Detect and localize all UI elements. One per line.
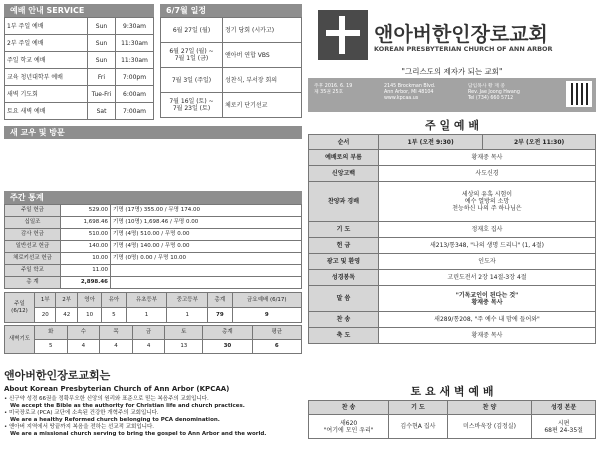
attendance-header: 2부	[56, 293, 77, 308]
worship-item: 성경봉독	[309, 270, 379, 286]
new-members-title: 새 교우 및 방문	[4, 126, 302, 139]
finance-row	[5, 217, 302, 229]
service-schedule-title: 예배 안내 SERVICE	[4, 4, 154, 17]
finance-detail: 기명 (17명) 355.00 / 무명 174.00	[111, 205, 302, 217]
info-volume: 제 35권 25호	[314, 90, 344, 95]
finance-detail: 기명 (4명) 140.00 / 무명 0.00	[111, 241, 302, 253]
info-pastor-en: Rev. Jae Joong Hwang	[468, 90, 520, 95]
sunday-worship-table	[308, 134, 596, 344]
dawn-attendance-table	[4, 325, 302, 354]
worship-item: 신앙고백	[309, 166, 379, 182]
dawn-worship-header: 찬 송	[309, 401, 389, 415]
schedule-event: 앤아버 연합 VBS	[223, 43, 302, 68]
info-website[interactable]: www.kpcaa.us	[384, 96, 419, 101]
attendance-header: 영아	[77, 293, 101, 308]
dawn-worship-title: 토 요 새 벽 예 배	[410, 385, 494, 398]
worship-row	[309, 166, 596, 182]
monthly-schedule-title: 6/7월 일정	[160, 4, 302, 17]
attendance-value: 9	[232, 308, 301, 323]
finance-label: 주일 헌금	[5, 205, 61, 217]
finance-detail	[111, 265, 302, 277]
worship-value: 고린도전서 2장 14절-3장 4절	[379, 270, 596, 286]
service-time: 7:00pm	[116, 69, 154, 86]
finance-row	[5, 229, 302, 241]
worship-item: 말 씀	[309, 286, 379, 312]
dawn-worship-value: 새620 "여기에 모인 우리"	[309, 415, 389, 439]
schedule-row	[161, 93, 302, 118]
right-column	[308, 4, 596, 460]
worship-header: 1부 (오전 9:30)	[379, 135, 483, 150]
finance-row	[5, 205, 302, 217]
church-name: 앤아버한인장로교회	[374, 22, 548, 46]
finance-label: 총 계	[5, 277, 61, 289]
service-row	[5, 103, 154, 120]
worship-row	[309, 328, 596, 344]
worship-item: 기 도	[309, 222, 379, 238]
dawn-attendance-header: 평균	[252, 326, 301, 340]
finance-section	[4, 191, 302, 354]
info-address-1: 2145 Brockman Blvd.	[384, 84, 436, 89]
dawn-worship-header: 기 도	[389, 401, 447, 415]
dawn-attendance-label: 새벽기도	[5, 326, 35, 354]
service-name: 주일 학교 예배	[5, 52, 88, 69]
service-name: 새벽 기도회	[5, 86, 88, 103]
schedule-event: 정기 당회 (시카고)	[223, 18, 302, 43]
finance-amount: 2,898.46	[61, 277, 111, 289]
dawn-attendance-header: 목	[100, 326, 133, 340]
worship-value: 새289/통208, "주 예수 내 맘에 들어와"	[379, 312, 596, 328]
dawn-worship-value: 미스바욱장 (김정실)	[447, 415, 532, 439]
dawn-attendance-value: 4	[67, 340, 100, 354]
schedule-date: 7월 3일 (주일)	[161, 68, 223, 93]
finance-label: 주일 학교	[5, 265, 61, 277]
service-row	[5, 52, 154, 69]
finance-row	[5, 265, 302, 277]
dawn-attendance-value: 30	[203, 340, 252, 354]
worship-row	[309, 286, 596, 312]
attendance-header: 총계	[208, 293, 232, 308]
schedule-row	[161, 68, 302, 93]
qr-code-icon	[566, 81, 592, 107]
worship-value: 세상의 유혹 시험이 예수 열방의 소망 천능하신 나의 주 하나님은	[379, 182, 596, 222]
worship-item: 광고 및 환영	[309, 254, 379, 270]
attendance-value: 1	[126, 308, 167, 323]
service-name: 교육 청년대학부 예배	[5, 69, 88, 86]
finance-label: 십일조	[5, 217, 61, 229]
info-pastor-block	[468, 84, 520, 102]
schedule-date: 7월 16일 (토) ~ 7월 23일 (토)	[161, 93, 223, 118]
dawn-attendance-header: 총계	[203, 326, 252, 340]
about-subtitle: About Korean Presbyterian Church of Ann Arbor (KPCAA)	[4, 385, 230, 393]
attendance-header: 중고등부	[167, 293, 208, 308]
attendance-table	[4, 292, 302, 323]
worship-row	[309, 270, 596, 286]
dawn-attendance-value: 4	[100, 340, 133, 354]
dawn-attendance-header: 화	[35, 326, 68, 340]
attendance-header: 금요예배 (6/17)	[232, 293, 301, 308]
dawn-attendance-header: 금	[132, 326, 165, 340]
service-table	[4, 17, 154, 120]
dawn-attendance-value: 13	[165, 340, 203, 354]
finance-row	[5, 277, 302, 289]
worship-item: 예배로의 부름	[309, 150, 379, 166]
schedule-date: 6월 27일 (월) ~ 7월 1일 (금)	[161, 43, 223, 68]
finance-amount: 510.00	[61, 229, 111, 241]
about-line: We are a missional church serving to bring the gospel to Ann Arbor and the world.	[10, 431, 267, 437]
about-line: We accept the Bible as the authority for Christian life and church practices.	[10, 403, 245, 409]
about-line: • 미국장로교 (PCA) 교단에 소속된 건강한 개혁주의 교회입니다.	[4, 410, 159, 416]
worship-item: 찬양과 경배	[309, 182, 379, 222]
dawn-attendance-value: 5	[35, 340, 68, 354]
schedule-event: 체로키 단기선교	[223, 93, 302, 118]
attendance-value: 79	[208, 308, 232, 323]
attendance-values-row	[5, 308, 302, 323]
dawn-worship-header: 성경 본문	[532, 401, 596, 415]
worship-item: 축 도	[309, 328, 379, 344]
worship-value: "기독교인이 된다는 것" 황재중 목사	[379, 286, 596, 312]
finance-amount: 529.00	[61, 205, 111, 217]
attendance-header: 유초등부	[126, 293, 167, 308]
finance-row	[5, 253, 302, 265]
info-date-block	[314, 84, 352, 96]
info-address-block	[384, 84, 435, 102]
worship-header: 순서	[309, 135, 379, 150]
worship-row	[309, 150, 596, 166]
worship-item: 찬 송	[309, 312, 379, 328]
schedule-event: 성찬식, 부서장 회의	[223, 68, 302, 93]
dawn-worship-value: 김수현A 집사	[389, 415, 447, 439]
worship-value: 황재중 목사	[379, 328, 596, 344]
dawn-worship-value: 시편 68편 24-35절	[532, 415, 596, 439]
dawn-worship-header-row	[309, 401, 596, 415]
attendance-value: 10	[77, 308, 101, 323]
monthly-schedule	[160, 4, 302, 118]
finance-label: 일반선교 헌금	[5, 241, 61, 253]
worship-row	[309, 312, 596, 328]
worship-row	[309, 254, 596, 270]
service-row	[5, 18, 154, 35]
finance-detail: 기명 (0명) 0.00 / 무명 10.00	[111, 253, 302, 265]
attendance-header: 유아	[102, 293, 126, 308]
info-date: 주후 2016. 6. 19	[314, 84, 353, 89]
worship-value: 황재중 목사	[379, 150, 596, 166]
sunday-worship-title: 주 일 예 배	[425, 119, 479, 132]
service-day: Sat	[88, 103, 116, 120]
finance-title: 주간 통계	[4, 191, 302, 204]
schedule-row	[161, 43, 302, 68]
service-day: Tue-Fri	[88, 86, 116, 103]
finance-detail: 기명 (10명) 1,698.46 / 무명 0.00	[111, 217, 302, 229]
worship-row	[309, 238, 596, 254]
worship-item: 헌 금	[309, 238, 379, 254]
worship-row	[309, 182, 596, 222]
schedule-date: 6월 27일 (월)	[161, 18, 223, 43]
saturday-dawn-worship	[308, 384, 596, 439]
service-day: Sun	[88, 18, 116, 35]
worship-header-row	[309, 135, 596, 150]
service-time: 6:00am	[116, 86, 154, 103]
church-info-bar	[308, 78, 596, 112]
finance-table	[4, 204, 302, 289]
church-header	[318, 10, 598, 66]
new-members-section	[4, 126, 302, 139]
finance-amount: 140.00	[61, 241, 111, 253]
monthly-schedule-table	[160, 17, 302, 118]
finance-label: 체로키선교 헌금	[5, 253, 61, 265]
worship-value: 정재호 집사	[379, 222, 596, 238]
service-row	[5, 69, 154, 86]
attendance-value: 1	[167, 308, 208, 323]
info-pastor-ko: 담임목사 황 재 중	[468, 84, 506, 89]
service-time: 7:00am	[116, 103, 154, 120]
dawn-attendance-header: 토	[165, 326, 203, 340]
sunday-worship	[308, 118, 596, 344]
service-row	[5, 35, 154, 52]
left-column	[4, 4, 302, 460]
finance-row	[5, 241, 302, 253]
service-time: 11:30am	[116, 35, 154, 52]
dawn-attendance-value: 6	[252, 340, 301, 354]
dawn-worship-header: 찬 양	[447, 401, 532, 415]
finance-amount: 11.00	[61, 265, 111, 277]
church-logo-icon	[318, 10, 368, 60]
worship-row	[309, 222, 596, 238]
dawn-attendance-header: 수	[67, 326, 100, 340]
worship-header: 2부 (오전 11:30)	[483, 135, 596, 150]
attendance-value: 5	[102, 308, 126, 323]
service-time: 9:30am	[116, 18, 154, 35]
finance-detail	[111, 277, 302, 289]
service-schedule	[4, 4, 154, 120]
worship-value: 새213/통348, "나의 생명 드리니" (1, 4절)	[379, 238, 596, 254]
attendance-label: 주일 (6/12)	[5, 293, 35, 323]
dawn-attendance-value: 4	[132, 340, 165, 354]
attendance-header-row	[5, 293, 302, 308]
dawn-worship-table	[308, 400, 596, 439]
attendance-value: 42	[56, 308, 77, 323]
finance-detail: 기명 (4명) 510.00 / 무명 0.00	[111, 229, 302, 241]
service-time: 11:30am	[116, 52, 154, 69]
service-name: 2부 주일 예배	[5, 35, 88, 52]
schedule-row	[161, 18, 302, 43]
about-line: We are a healthy Reformed church belonging to PCA denomination.	[10, 417, 220, 423]
about-line: • 신구약 성경 66권을 정확무오한 신앙의 원리와 표준으로 믿는 복음주의 교회입니다.	[4, 396, 209, 402]
dawn-attendance-header-row	[5, 326, 302, 340]
worship-value: 인도자	[379, 254, 596, 270]
attendance-header: 1부	[35, 293, 56, 308]
church-name-english: KOREAN PRESBYTERIAN CHURCH OF ANN ARBOR	[374, 45, 553, 53]
info-address-2: Ann Arbor, MI 48104	[384, 90, 434, 95]
service-day: Sun	[88, 52, 116, 69]
finance-amount: 1,698.46	[61, 217, 111, 229]
dawn-worship-row	[309, 415, 596, 439]
service-day: Fri	[88, 69, 116, 86]
worship-value: 사도신경	[379, 166, 596, 182]
church-motto: "그리스도의 제자가 되는 교회"	[401, 67, 503, 76]
about-title: 앤아버한인장로교회는	[4, 369, 111, 382]
service-name: 토요 새벽 예배	[5, 103, 88, 120]
about-line: • 앤아버 지역에서 땅끝까지 복음을 전하는 선교적 교회입니다.	[4, 424, 155, 430]
attendance-value: 20	[35, 308, 56, 323]
service-day: Sun	[88, 35, 116, 52]
service-row	[5, 86, 154, 103]
info-tel: Tel (734) 660 5712	[468, 96, 514, 101]
service-name: 1부 주일 예배	[5, 18, 88, 35]
about-section	[4, 364, 302, 438]
finance-label: 감사 헌금	[5, 229, 61, 241]
finance-amount: 10.00	[61, 253, 111, 265]
dawn-attendance-values-row	[5, 340, 302, 354]
